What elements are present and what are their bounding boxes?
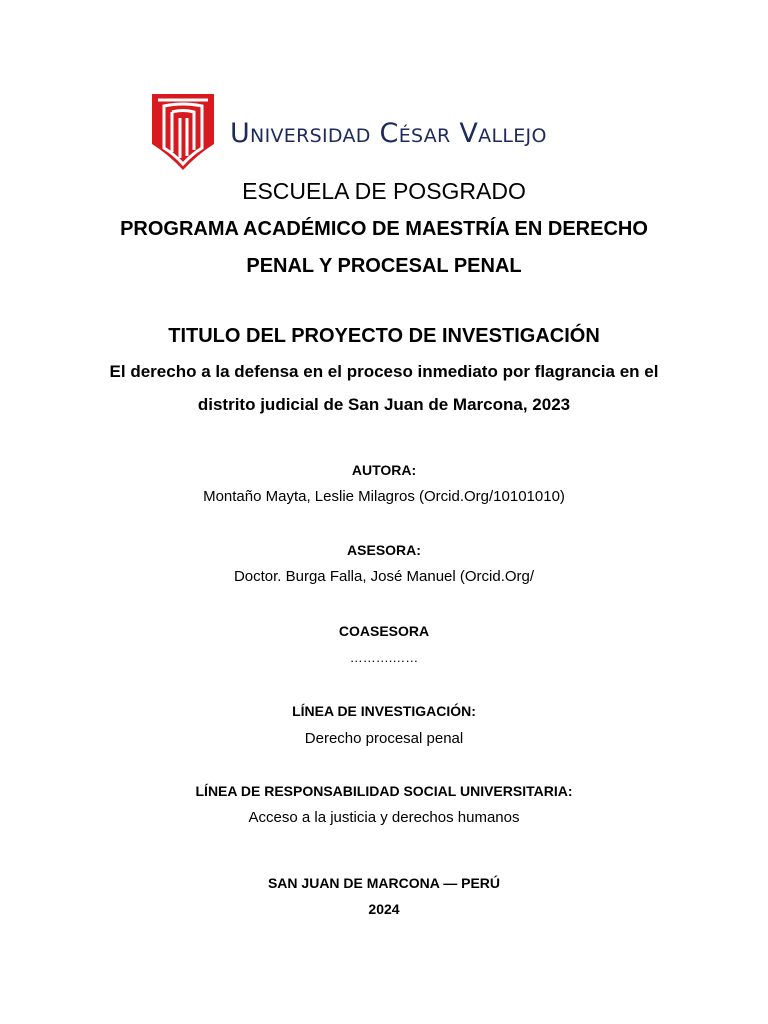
project-title-line-1: El derecho a la defensa en el proceso inmediato por flagrancia en el: [109, 362, 659, 381]
research-line-label: LÍNEA DE INVESTIGACIÓN:: [292, 703, 476, 719]
project-title-label: TITULO DEL PROYECTO DE INVESTIGACIÓN: [168, 325, 600, 347]
place: SAN JUAN DE MARCONA — PERÚ: [267, 875, 501, 891]
program-title-line-1: PROGRAMA ACADÉMICO DE MAESTRÍA EN DERECHO: [120, 218, 648, 240]
co-advisor-label: COASESORA: [338, 623, 430, 639]
school-name: ESCUELA DE POSGRADO: [242, 178, 526, 204]
program-title-line-2: PENAL Y PROCESAL PENAL: [246, 255, 522, 277]
university-logo: [150, 92, 620, 172]
research-line-value: Derecho procesal penal: [304, 730, 464, 747]
author-label: AUTORA:: [351, 462, 417, 478]
project-title-line-2: distrito judicial de San Juan de Marcona, 2023: [197, 395, 571, 414]
year: 2024: [368, 901, 400, 917]
advisor-value: Doctor. Burga Falla, José Manuel (Orcid.Org/: [233, 568, 535, 585]
university-name: Universidad César Vallejo: [230, 118, 547, 149]
social-responsibility-value: Acceso a la justicia y derechos humanos: [248, 809, 520, 826]
author-value: Montaño Mayta, Leslie Milagros (Orcid.Org/10101010): [203, 488, 565, 505]
social-responsibility-label: LÍNEA DE RESPONSABILIDAD SOCIAL UNIVERSITARIA:: [195, 783, 573, 799]
ucv-shield-icon: [150, 92, 216, 172]
co-advisor-value: ……….……: [349, 650, 419, 665]
advisor-label: ASESORA:: [347, 542, 421, 558]
